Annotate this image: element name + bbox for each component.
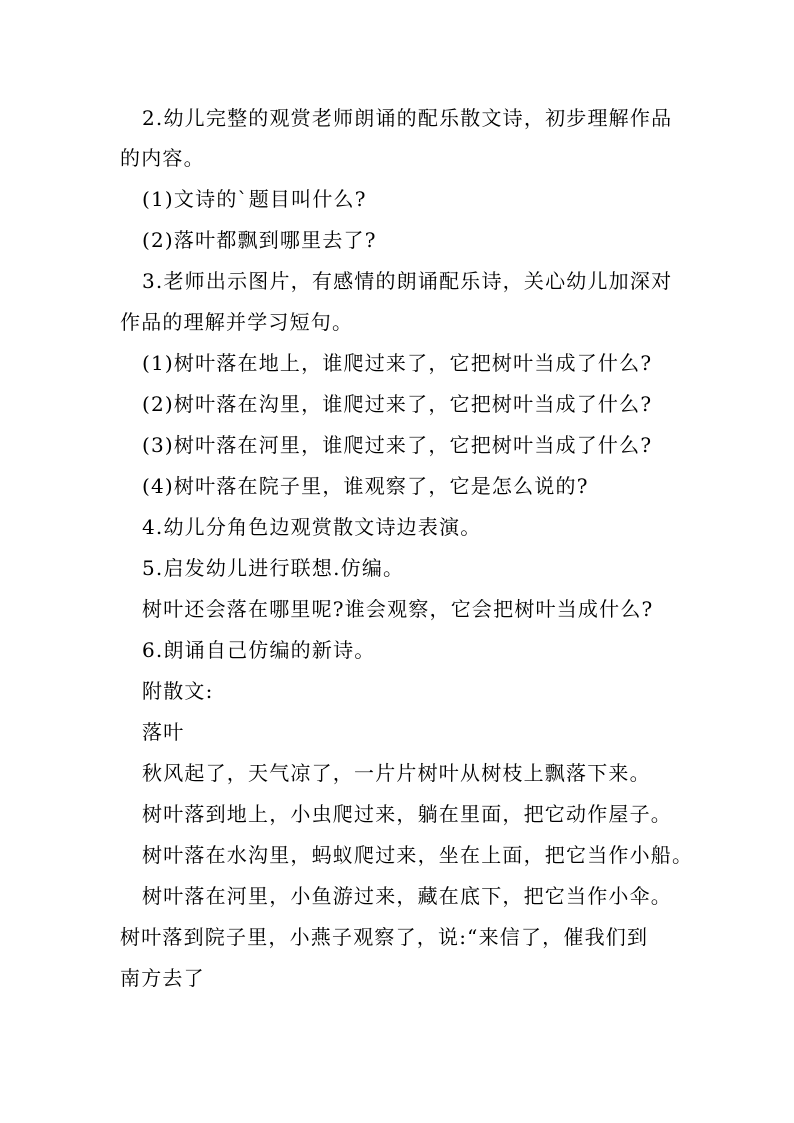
paragraph-line: 2.幼儿完整的观赏老师朗诵的配乐散文诗，初步理解作品 [142, 106, 673, 130]
poem-line: 秋风起了，天气凉了，一片片树叶从树枝上飘落下来。 [142, 761, 651, 785]
poem-title: 落叶 [142, 720, 185, 744]
paragraph-line: 树叶还会落在哪里呢?谁会观察，它会把树叶当成什么? [142, 597, 654, 621]
poem-line: 树叶落在水沟里，蚂蚁爬过来，坐在上面，把它当作小船。 [142, 843, 694, 867]
paragraph-line: 4.幼儿分角色边观赏散文诗边表演。 [142, 515, 482, 539]
question-line: (1)树叶落在地上，谁爬过来了，它把树叶当成了什么? [142, 351, 653, 375]
question-line: (2)树叶落在沟里，谁爬过来了，它把树叶当成了什么? [142, 392, 653, 416]
poem-line: 树叶落到地上，小虫爬过来，躺在里面，把它动作屋子。 [142, 802, 672, 826]
question-line: (3)树叶落在河里，谁爬过来了，它把树叶当成了什么? [142, 433, 653, 457]
paragraph-line: 6.朗诵自己仿编的新诗。 [142, 638, 376, 662]
poem-line: 树叶落到院子里，小燕子观察了，说:“来信了，催我们到 [120, 925, 649, 949]
paragraph-line: 作品的理解并学习短句。 [120, 310, 354, 334]
poem-line: 南方去了 [120, 966, 205, 990]
paragraph-line: 5.启发幼儿进行联想.仿编。 [142, 556, 405, 580]
question-line: (1)文诗的`题目叫什么? [142, 187, 367, 211]
question-line: (4)树叶落在院子里，谁观察了，它是怎么说的? [142, 474, 589, 498]
paragraph-line: 的内容。 [120, 146, 205, 170]
appendix-heading: 附散文: [142, 679, 214, 703]
question-line: (2)落叶都飘到哪里去了? [142, 228, 377, 252]
poem-line: 树叶落在河里，小鱼游过来，藏在底下，把它当作小伞。 [142, 884, 672, 908]
paragraph-line: 3.老师出示图片，有感情的朗诵配乐诗，关心幼儿加深对 [142, 269, 673, 293]
